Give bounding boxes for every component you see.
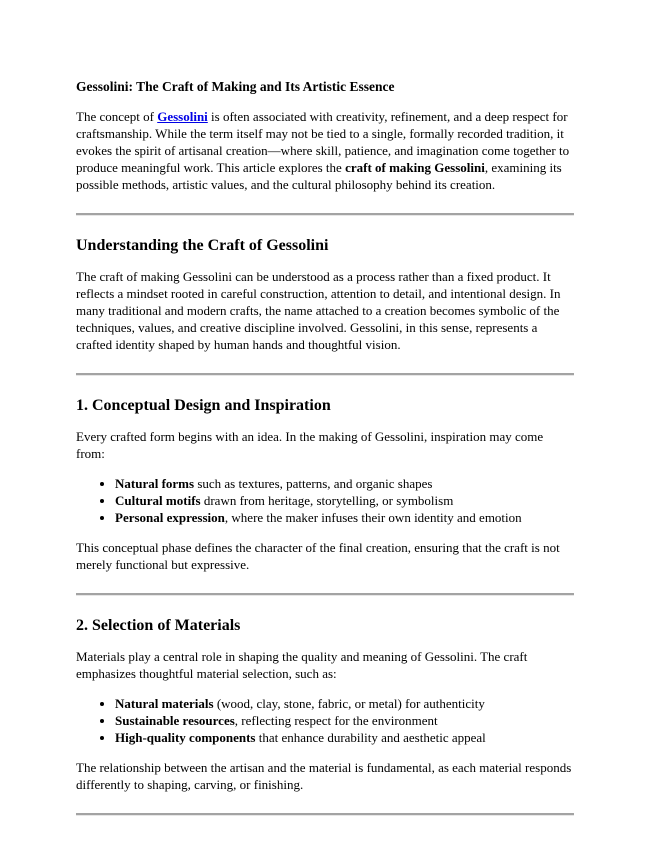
bullet-rest-text: that enhance durability and aesthetic appeal [255, 730, 486, 745]
section1-bullet-list [76, 475, 574, 526]
bullet-rest-text: drawn from heritage, storytelling, or symbolism [200, 493, 454, 508]
section2-lead: Materials play a central role in shaping the quality and meaning of Gessolini. The craft emphasizes thoughtful material selection, such as: [76, 649, 528, 681]
list-item [115, 729, 574, 746]
intro-text-after-bold: , examining its possible methods, artistic values, and the cultural philosophy behind its creation. [76, 160, 562, 192]
understanding-heading: Understanding the Craft of Gessolini [76, 237, 329, 254]
list-item [115, 695, 574, 712]
section1-heading: 1. Conceptual Design and Inspiration [76, 397, 331, 414]
intro-text-before-link: The concept of [76, 109, 158, 124]
bullet-bold-term: Cultural motifs [115, 493, 201, 508]
document-title: Gessolini: The Craft of Making and Its Artistic Essence [76, 79, 395, 94]
bullet-rest-text: , where the maker infuses their own identity and emotion [224, 510, 522, 525]
bullet-bold-term: Natural materials [115, 696, 214, 711]
bullet-rest-text: , reflecting respect for the environment [234, 713, 438, 728]
bullet-bold-term: High-quality components [115, 730, 256, 745]
intro-text-after-link: is often associated with creativity, refinement, and a deep respect for craftsmanship. While the term itself may not be tied to a single, formally recorded tradition, it evokes the spirit of artisanal creation—where skill, patience, and imagination come together to produce meaningful work. This article explores the [76, 109, 570, 175]
section2-closing: The relationship between the artisan and the material is fundamental, as each material responds differently to shaping, carving, or finishing. [76, 760, 572, 792]
horizontal-rule-2 [76, 373, 574, 376]
list-item [115, 509, 574, 526]
gessolini-link[interactable]: Gessolini [157, 109, 208, 124]
section1-closing: This conceptual phase defines the character of the final creation, ensuring that the craft is not merely functional but expressive. [76, 540, 560, 572]
section2-heading: 2. Selection of Materials [76, 617, 241, 634]
horizontal-rule-4 [76, 813, 574, 816]
bullet-rest-text: (wood, clay, stone, fabric, or metal) for authenticity [213, 696, 485, 711]
list-item [115, 492, 574, 509]
section2-bullet-list [76, 695, 574, 746]
list-item [115, 712, 574, 729]
understanding-paragraph: The craft of making Gessolini can be understood as a process rather than a fixed product. It reflects a mindset rooted in careful construction, attention to detail, and intentional design. In many traditional and modern crafts, the name attached to a creation becomes symbolic of the techniques, values, and creative discipline involved. Gessolini, in this sense, represents a crafted identity shaped by human hands and thoughtful vision. [76, 269, 561, 352]
intro-paragraph [76, 108, 574, 193]
bullet-rest-text: such as textures, patterns, and organic shapes [194, 476, 433, 491]
bullet-bold-term: Sustainable resources [115, 713, 235, 728]
section1-lead: Every crafted form begins with an idea. In the making of Gessolini, inspiration may come from: [76, 429, 544, 461]
list-item [115, 475, 574, 492]
bullet-bold-term: Personal expression [115, 510, 225, 525]
horizontal-rule-1 [76, 213, 574, 216]
bullet-bold-term: Natural forms [115, 476, 195, 491]
horizontal-rule-3 [76, 593, 574, 596]
intro-bold-phrase: craft of making Gessolini [345, 160, 485, 175]
